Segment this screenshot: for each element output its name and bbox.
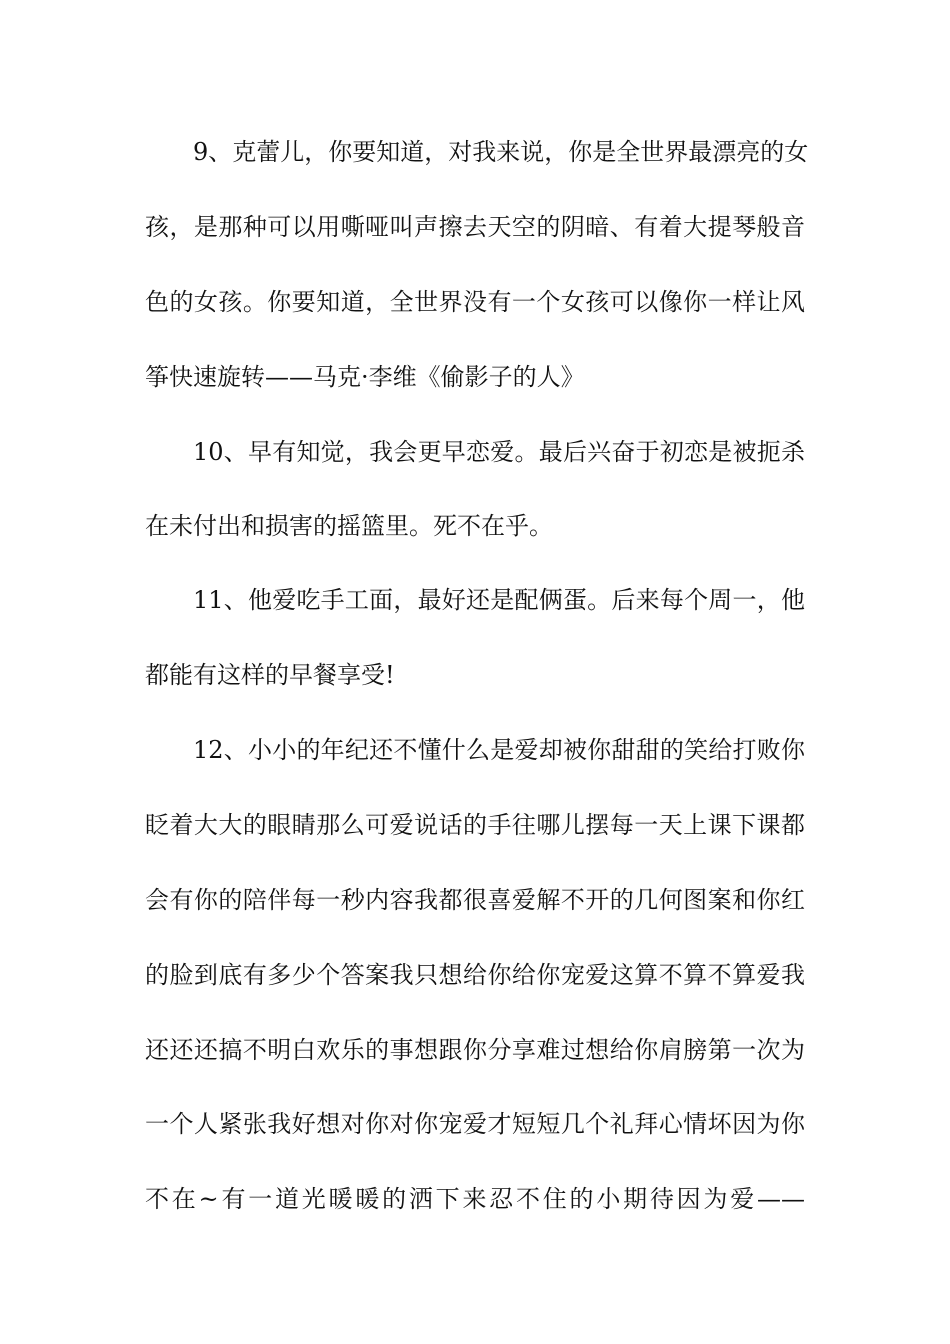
paragraph-12-line-3: 会有你的陪伴每一秒内容我都很喜爱解不开的几何图案和你红	[145, 886, 805, 914]
paragraph-12-line-7: 不在~有一道光暖暖的洒下来忍不住的小期待因为爱——	[145, 1185, 805, 1213]
paragraph-11-line-2: 都能有这样的早餐享受!	[145, 661, 395, 689]
paragraph-10-line-1: 10、早有知觉，我会更早恋爱。最后兴奋于初恋是被扼杀	[193, 438, 805, 466]
paragraph-9-line-4: 筝快速旋转——马克·李维《偷影子的人》	[145, 363, 585, 391]
paragraph-12-line-4: 的脸到底有多少个答案我只想给你给你宠爱这算不算不算爱我	[145, 961, 805, 989]
paragraph-9-line-3: 色的女孩。你要知道，全世界没有一个女孩可以像你一样让风	[145, 288, 805, 316]
paragraph-9-line-1: 9、克蕾儿，你要知道，对我来说，你是全世界最漂亮的女	[193, 138, 809, 166]
paragraph-12-line-5: 还还还搞不明白欢乐的事想跟你分享难过想给你肩膀第一次为	[145, 1036, 805, 1064]
paragraph-12-line-2: 眨着大大的眼睛那么可爱说话的手往哪儿摆每一天上课下课都	[145, 811, 805, 839]
paragraph-9-line-2: 孩，是那种可以用嘶哑叫声擦去天空的阴暗、有着大提琴般音	[145, 213, 805, 241]
paragraph-12-line-1: 12、小小的年纪还不懂什么是爱却被你甜甜的笑给打败你	[193, 736, 805, 764]
paragraph-10-line-2: 在未付出和损害的摇篮里。死不在乎。	[145, 512, 553, 540]
paragraph-11-line-1: 11、他爱吃手工面，最好还是配俩蛋。后来每个周一，他	[193, 586, 805, 614]
paragraph-12-line-6: 一个人紧张我好想对你对你宠爱才短短几个礼拜心情坏因为你	[145, 1110, 805, 1138]
